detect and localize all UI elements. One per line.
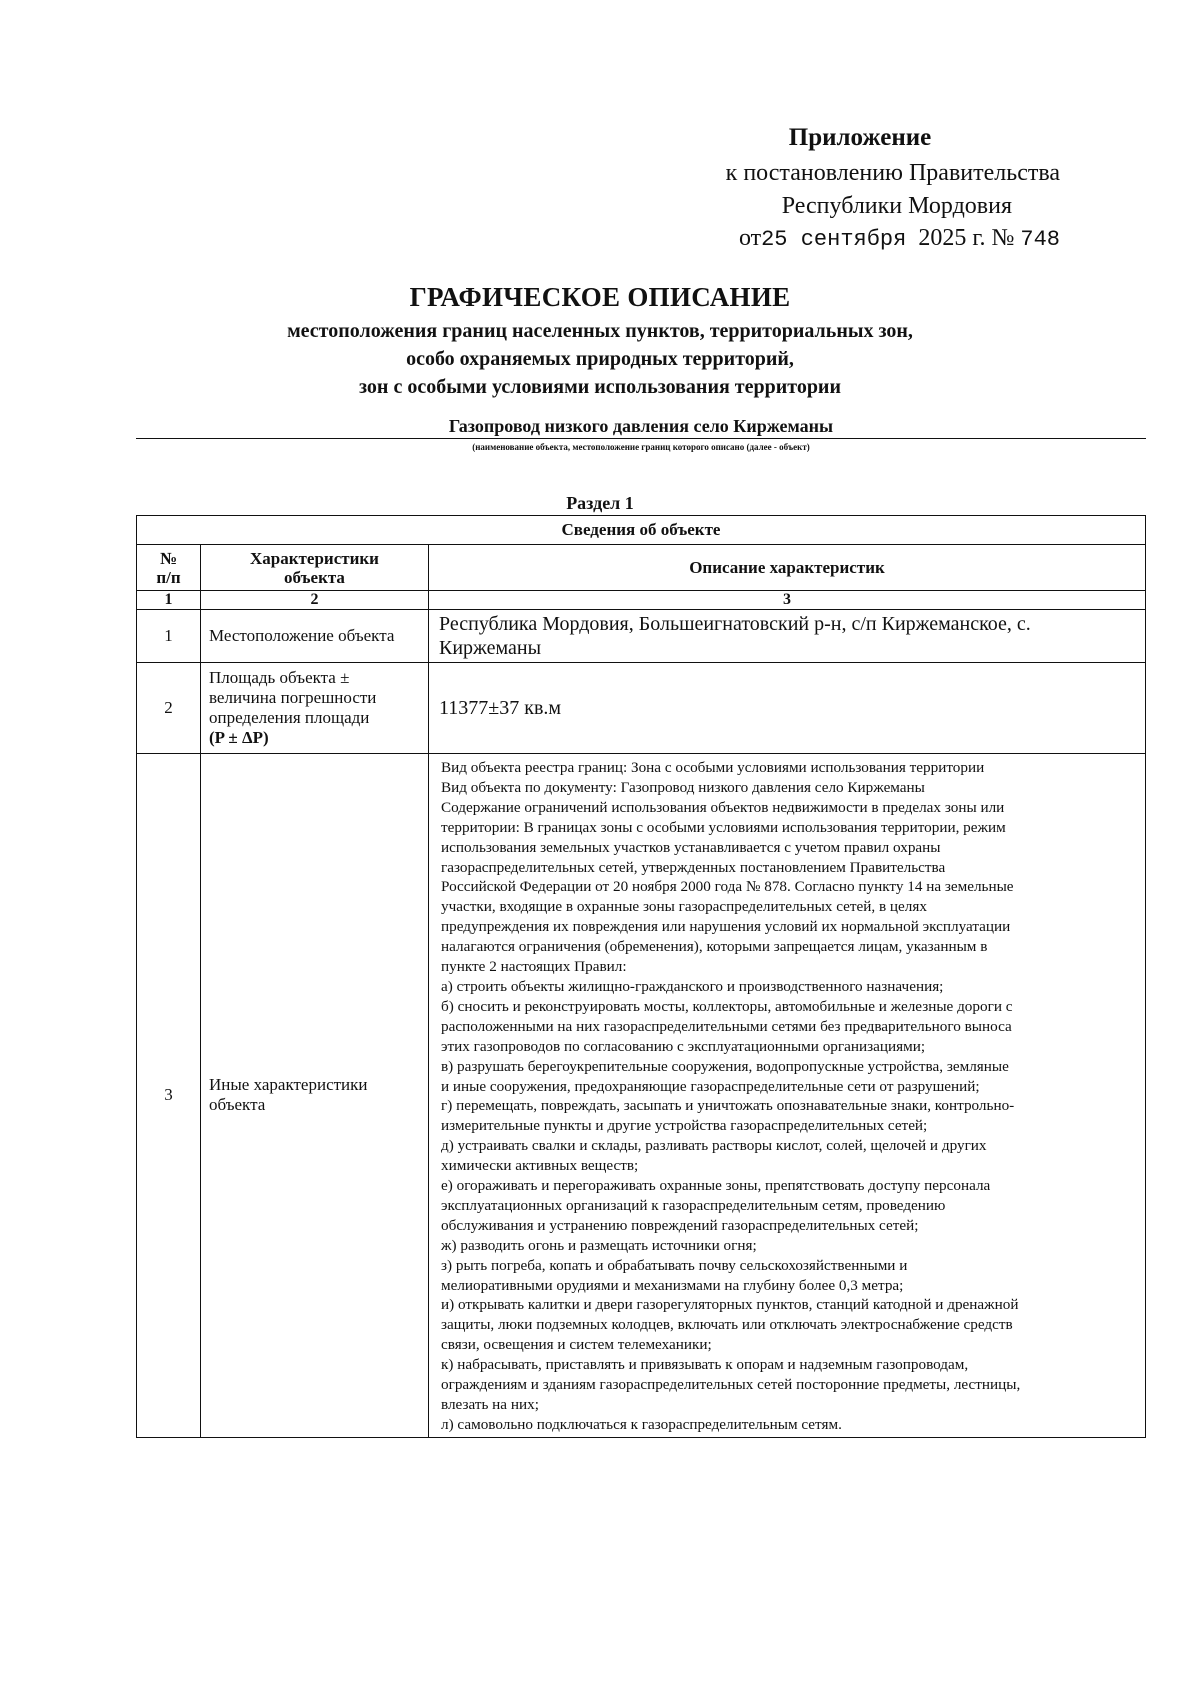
restriction-line: измерительные пункты и другие устройства газораспределительных сетей; [441,1117,928,1135]
decree-year: 2025 г. № [918,225,1015,251]
row-description-restrictions [429,754,1146,1438]
restriction-line: обслуживания и устранению повреждений газораспределительных сетей; [441,1216,919,1234]
restriction-line: использования земельных участков устанавливается с учетом правил охраны [441,838,941,856]
restriction-line: налагаются ограничения (обременения), которыми запрещается лицам, указанным в [441,938,988,956]
column-number-row [137,591,1146,610]
restriction-line: л) самовольно подключаться к газораспределительным сетям. [441,1415,842,1433]
column-header-characteristic: Характеристики объекта [201,545,429,591]
appendix-line-1: к постановлению Правительства [725,160,1060,186]
restriction-line: газораспределительных сетей, утвержденных постановлением Правительства [441,858,946,876]
restriction-line: д) устраивать свалки и склады, разливать растворы кислот, солей, щелочей и других [441,1137,987,1155]
row-characteristic [201,663,429,754]
date-prefix: от [738,225,762,251]
column-number: 3 [429,591,1146,610]
restriction-line: а) строить объекты жилищно-гражданского и производственного назначения; [441,977,944,995]
restriction-line: химически активных веществ; [441,1157,639,1175]
table-row [137,663,1146,754]
row-number: 3 [137,754,201,1438]
object-name: Газопровод низкого давления село Киржеманы [136,416,1146,439]
restriction-line: з) рыть погреба, копать и обрабатывать почву сельскохозяйственными и [441,1256,908,1274]
restriction-line: и иные сооружения, предохраняющие газораспределительные сети от разрушений; [441,1077,980,1095]
row-description: 11377±37 кв.м [429,663,1146,754]
subtitle-line: местоположения границ населенных пунктов, территориальных зон, [287,320,913,342]
restriction-line: в) разрушать берегоукрепительные сооружения, водопропускные устройства, земляные [441,1057,1009,1075]
restriction-line: Российской Федерации от 20 ноября 2000 года № 878. Согласно пункту 14 на земельные [441,878,1014,896]
restriction-line: б) сносить и реконструировать мосты, коллекторы, автомобильные и железные дороги с [441,997,1013,1015]
restriction-line: Вид объекта реестра границ: Зона с особыми условиями использования территории [441,759,985,776]
row-number: 2 [137,663,201,754]
restriction-line: пункте 2 настоящих Правил: [441,958,627,976]
column-header-number: № п/п [137,545,201,591]
decree-number: 748 [1020,227,1060,252]
table-header-row [137,545,1146,591]
restriction-line: защиты, люки подземных колодцев, включать или отключать электроснабжение средств [441,1316,1013,1334]
subtitle-line: особо охраняемых природных территорий, [406,348,794,370]
restriction-line: г) перемещать, повреждать, засыпать и уничтожать опознавательные знаки, контрольно- [441,1097,1015,1115]
table-row [137,754,1146,1438]
appendix-title: Приложение [788,124,932,151]
decree-date: 25 сентября [761,227,907,252]
row-number: 1 [137,610,201,663]
document-title: ГРАФИЧЕСКОЕ ОПИСАНИЕ [409,282,791,312]
row-characteristic: Иные характеристики объекта [201,754,429,1438]
restriction-line: ограждениям и зданиям газораспределительных сетей посторонние предметы, лестницы, [441,1376,1021,1394]
restriction-line: Вид объекта по документу: Газопровод низкого давления село Киржеманы [441,778,925,796]
object-caption: (наименование объекта, местоположение границ которого описано (далее - объект) [472,442,810,452]
appendix-line-2: Республики Мордовия [781,193,1012,219]
document-heading [0,282,1200,401]
row-description: Республика Мордовия, Большеигнатовский р-н, с/п Киржеманское, с. Киржеманы [429,610,1146,663]
restriction-line: предупреждения их повреждения или нарушения условий их нормальной эксплуатации [441,918,1011,936]
subtitle-line: зон с особыми условиями использования территории [359,376,841,398]
column-header-description: Описание характеристик [429,545,1146,591]
column-number: 2 [201,591,429,610]
restriction-line: этих газопроводов по согласованию с эксплуатационными организациями; [441,1037,926,1055]
restriction-line: территории: В границах зоны с особыми условиями использования территории, режим [441,818,1006,836]
restriction-line: мелиоративными орудиями и механизмами на глубину более 0,3 метра; [441,1276,904,1294]
document-subtitle [0,317,1200,401]
area-formula: (P ± ΔP) [209,728,269,747]
row-characteristic: Местоположение объекта [201,610,429,663]
area-label: Площадь объекта ± величина погрешности определения площади [209,668,377,727]
restriction-line: расположенными на них газораспределительными сетями без предварительного выноса [441,1017,1012,1035]
restriction-line: влезать на них; [441,1396,539,1413]
restriction-line: участки, входящие в охранные зоны газораспределительных сетей, в целях [441,898,927,916]
restriction-line: е) огораживать и перегораживать охранные зоны, препятствовать доступу персонала [441,1177,991,1195]
table-title-row [137,516,1146,545]
object-info-table [136,515,1146,1438]
column-number: 1 [137,591,201,610]
restriction-line: эксплуатационных организаций к газораспределительным сетям, проведению [441,1196,946,1214]
section-title: Раздел 1 [566,493,634,513]
restriction-line: к) набрасывать, приставлять и привязывать к опорам и надземным газопроводам, [441,1356,969,1374]
restriction-line: Содержание ограничений использования объектов недвижимости в пределах зоны или [441,798,1005,816]
table-row [137,610,1146,663]
restriction-line: ж) разводить огонь и размещать источники огня; [441,1236,757,1254]
restriction-line: связи, освещения и систем телемеханики; [441,1336,712,1354]
table-title: Сведения об объекте [137,516,1146,545]
appendix-date-line [739,225,1060,252]
restriction-line: и) открывать калитки и двери газорегуляторных пунктов, станций катодной и дренажной [441,1296,1019,1314]
